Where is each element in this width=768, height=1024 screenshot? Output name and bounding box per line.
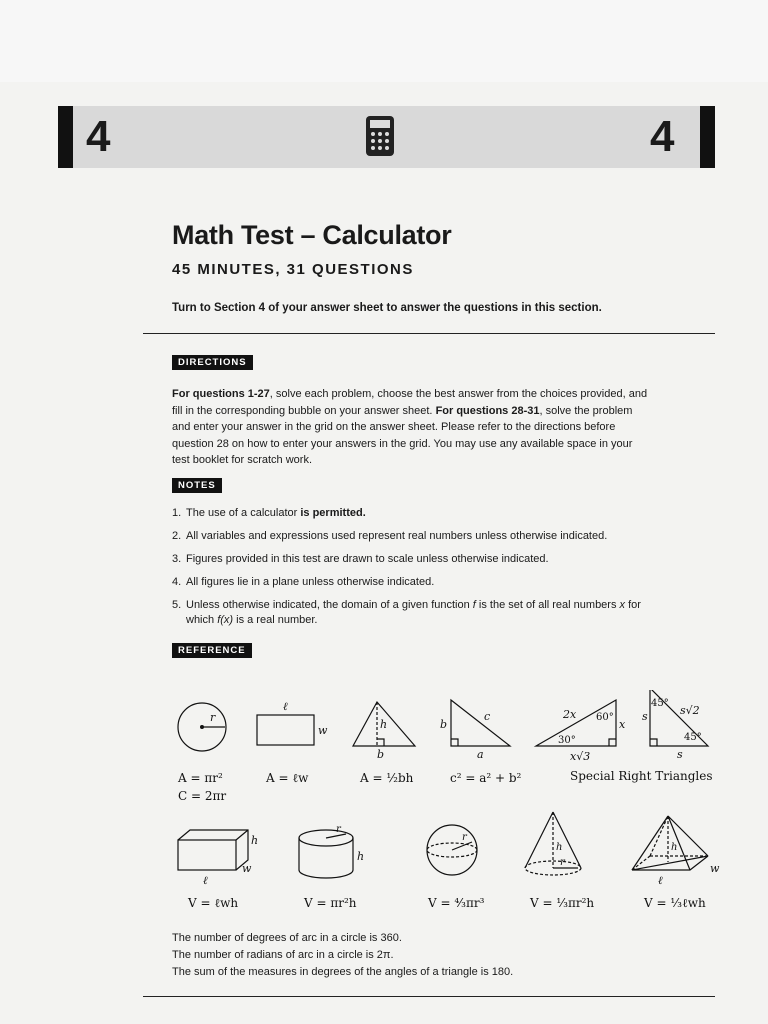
box-figure	[178, 830, 248, 870]
label-45: 45°	[651, 698, 669, 709]
formula-sphere-volume: V = ⁴⁄₃πr³	[428, 896, 485, 910]
label-h: h	[380, 718, 388, 731]
right-triangle-figure	[451, 700, 510, 746]
section-number-right: 4	[650, 112, 675, 161]
label-w: w	[242, 862, 252, 875]
label-s: s	[642, 710, 648, 723]
circle-center	[200, 725, 204, 729]
pyramid-figure	[632, 816, 708, 870]
note-text: The use of a calculator	[186, 507, 301, 519]
calculator-icon	[365, 115, 395, 157]
divider-bottom	[143, 996, 715, 997]
formula-circle-area: A = πr²	[178, 771, 223, 785]
note-item	[172, 506, 672, 521]
formula-pyramid-volume: V = ⅓ℓwh	[644, 896, 706, 910]
page-subtitle: 45 MINUTES, 31 QUESTIONS	[172, 261, 414, 278]
formula-cylinder-volume: V = πr²h	[304, 896, 357, 910]
label-h: h	[556, 842, 563, 853]
cone-figure	[525, 812, 581, 875]
section-instruction: Turn to Section 4 of your answer sheet to answer the questions in this section.	[172, 302, 602, 314]
formula-pythagorean: c² = a² + b²	[450, 771, 522, 785]
formula-cone-volume: V = ⅓πr²h	[530, 896, 595, 910]
note-bold-text: is permitted.	[300, 507, 366, 519]
label-xr3: x√3	[570, 750, 591, 763]
label-h: h	[251, 834, 259, 847]
note-text: which	[186, 614, 218, 626]
note-text: for	[625, 599, 641, 611]
label-r: r	[210, 711, 216, 724]
formula-triangle-area: A = ½bh	[360, 771, 414, 785]
note-continuation	[172, 613, 672, 628]
reference-facts	[172, 930, 513, 981]
label-h: h	[671, 842, 678, 853]
fact-line: The sum of the measures in degrees of the angles of a triangle is 180.	[172, 966, 514, 978]
sphere-figure	[427, 825, 477, 875]
label-r: r	[336, 824, 341, 835]
directions-q2-bold: For questions 28-31	[435, 404, 540, 417]
label-60: 60°	[596, 712, 614, 723]
rectangle-figure	[257, 715, 314, 745]
fact-line: The number of radians of arc in a circle is 2π.	[172, 949, 394, 961]
note-text: All variables and expressions used represent real numbers unless otherwise indicated.	[186, 530, 608, 542]
label-30: 30°	[558, 735, 576, 746]
label-l: ℓ	[283, 700, 288, 713]
label-r: r	[560, 857, 565, 868]
note-item	[172, 598, 672, 628]
label-b: b	[377, 748, 385, 761]
label-w: w	[318, 724, 328, 737]
note-var: f(x)	[217, 614, 234, 626]
directions-q1-text: , solve each problem, choose the best answer from the choices provided, and fill in the corresponding bubble on your answer sheet.	[172, 388, 648, 417]
label-2x: 2x	[563, 708, 577, 721]
note-item	[172, 552, 672, 567]
label-r: r	[462, 832, 467, 843]
triangle-30-60-90	[536, 700, 616, 746]
label-sr2: s√2	[680, 704, 700, 717]
label-x: x	[619, 718, 626, 731]
note-item	[172, 575, 672, 590]
note-text: is the set of all real numbers	[475, 599, 620, 611]
fact-line: The number of degrees of arc in a circle is 360.	[172, 932, 402, 944]
note-number: 4.	[172, 576, 182, 588]
note-var: x	[619, 599, 626, 611]
directions-q2-text: , solve the problem and enter your answer in the grid on the answer sheet. Please refer to the directions before question 28 on how to enter your answers in the grid. You may use any available space in your test booklet for scratch work.	[172, 404, 633, 466]
formula-circle-circumference: C = 2πr	[178, 789, 227, 803]
note-text: Figures provided in this test are drawn to scale unless otherwise indicated.	[186, 553, 549, 565]
note-number: 5.	[172, 599, 182, 611]
note-number: 2.	[172, 530, 182, 542]
top-strip	[0, 0, 768, 82]
label-s: s	[677, 748, 683, 761]
section-number-left: 4	[86, 112, 111, 161]
label-l: ℓ	[658, 874, 663, 887]
reference-label: REFERENCE	[172, 643, 252, 658]
directions-label: DIRECTIONS	[172, 355, 253, 370]
divider-top	[143, 333, 715, 334]
label-a: a	[477, 748, 484, 761]
section-bar-right	[700, 106, 715, 168]
formula-box-volume: V = ℓwh	[188, 896, 239, 910]
directions-q1-bold: For questions 1-27	[172, 388, 270, 400]
notes-label: NOTES	[172, 478, 222, 493]
note-text: Unless otherwise indicated, the domain of a given function	[186, 599, 473, 611]
reference-figures	[150, 690, 730, 920]
note-number: 3.	[172, 553, 182, 565]
directions-text	[172, 386, 650, 469]
page-title: Math Test – Calculator	[172, 220, 452, 250]
note-var: f	[472, 599, 476, 611]
cylinder-figure	[299, 830, 353, 878]
special-triangles-caption: Special Right Triangles	[570, 769, 713, 783]
notes-list	[172, 506, 672, 636]
label-w: w	[710, 862, 720, 875]
note-text: is a real number.	[233, 614, 318, 626]
label-b: b	[440, 718, 448, 731]
label-c: c	[484, 710, 491, 723]
label-l: ℓ	[203, 874, 208, 887]
label-45: 45°	[684, 732, 702, 743]
section-bar-left	[58, 106, 73, 168]
note-number: 1.	[172, 507, 182, 519]
formula-rect-area: A = ℓw	[266, 771, 309, 785]
note-item	[172, 529, 672, 544]
note-text: All figures lie in a plane unless otherwise indicated.	[186, 576, 435, 588]
label-h: h	[357, 850, 365, 863]
